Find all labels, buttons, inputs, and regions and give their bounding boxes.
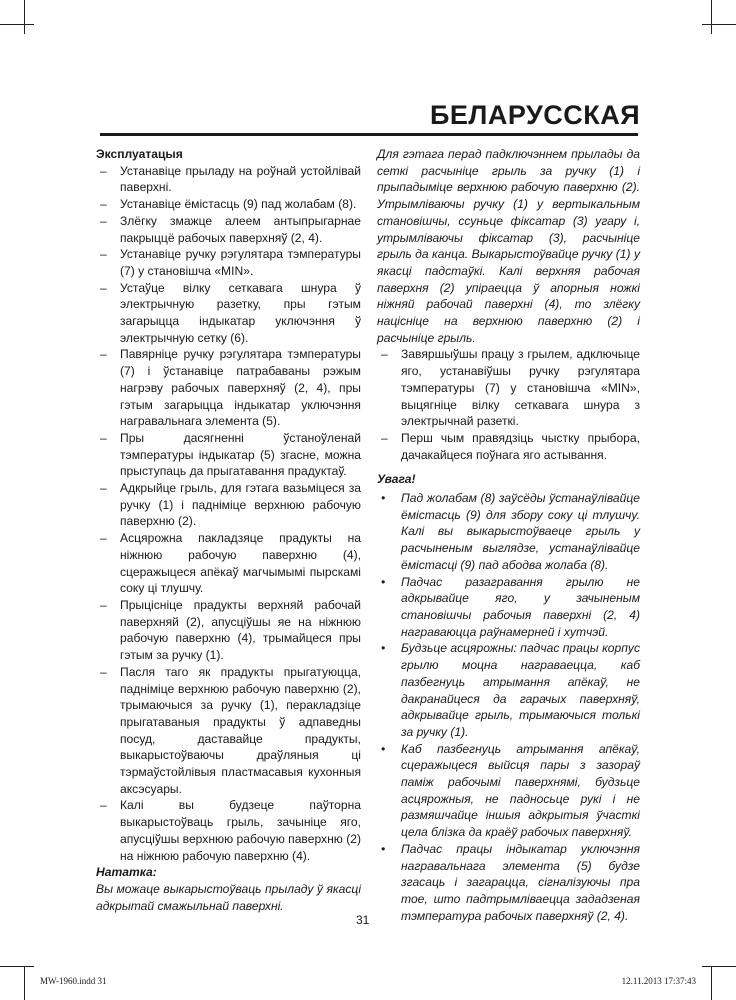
list-item-text: Прыцісніце прадукты верхняй рабочай паверхняй (2), апусціўшы яе на ніжнюю рабочую паверхню (4), трымайцеся пры гэтым за ручку (1). bbox=[120, 597, 361, 663]
section-heading: Эксплуатацыя bbox=[96, 147, 183, 161]
warning-item-text: Падчас разагравання грылю не адкрывайце яго, у зачыненым становішчы рабочыя паверхні (2, 4) награваюцца раўнамерней і хутчэй. bbox=[401, 574, 640, 639]
intro-paragraph: Для гэтага перад падключэннем прылады да сеткі расчыніце грыль за ручку (1) і прыпадыміце верхнюю рабочую паверхню (2). Утрымліваючы ручку (1) у вертыкальным становішчы, ссуньце фіксатар (3) угару і, утрымліваючы фіксатар (3), расчыніце грыль да канца. Выкарыстоўвайце ручку (1) у якасці падстаўкі. Калі верхняя рабочая паверхня (2) упіраецца ў апорныя ножкі ніжняй рабочай паверхні (4), то злёгку націсніце на верхнюю паверхню (2) і расчыніце грыль. bbox=[377, 147, 640, 345]
list-item bbox=[96, 346, 361, 430]
list-item-text: Павярніце ручку рэгулятара тэмпературы (7) і ўстанавіце патрабаваны рэжым нагрэву рабочых паверхняў (2, 4), пры гэтым загарыцца індыкатар уключэння награвальнага элемента (5). bbox=[120, 347, 361, 429]
dash-marker: – bbox=[100, 798, 107, 813]
list-item bbox=[96, 597, 361, 664]
bullet-marker: • bbox=[381, 574, 386, 589]
crop-mark bbox=[0, 966, 34, 967]
list-item bbox=[96, 530, 361, 597]
list-item-text: Завяршыўшы працу з грылем, адключыце яго, устанавіўшы ручку рэгулятара тэмпературы (7) у становішча «MIN», выцягніце вілку сеткавага шнура з электрычнай разеткі. bbox=[401, 347, 640, 429]
list-item-text: Устанавіце ёмістасць (9) пад жолабам (8). bbox=[120, 197, 357, 212]
crop-mark bbox=[24, 0, 25, 34]
warning-item-text: Пад жолабам (8) заўсёды ўстанаўлівайце ёмістасць (9) для збору соку ці тлушчу. Калі вы выкарыстоўваеце грыль у расчыненым выглядзе, устанаўлівайце ёмістасці (9) пад абодва жолаба (8). bbox=[401, 491, 640, 572]
left-column bbox=[96, 146, 361, 914]
crop-mark bbox=[702, 24, 736, 25]
list-item bbox=[96, 163, 361, 196]
list-item-text: Асцярожна пакладзяце прадукты на ніжнюю рабочую паверхню (4), сцеражыцеся апёкаў магчымымі пырскамі соку ці тлушчу. bbox=[120, 531, 361, 596]
list-item-text: Калі вы будзеце паўторна выкарыстоўваць грыль, зачыніце яго, апусціўшы верхнюю рабочую паверхню (2) на ніжнюю рабочую паверхню (4). bbox=[120, 798, 361, 863]
list-item bbox=[96, 196, 361, 213]
list-item bbox=[96, 213, 361, 246]
warnings-list bbox=[377, 490, 640, 924]
bullet-marker: • bbox=[381, 841, 386, 856]
dash-marker: – bbox=[100, 531, 107, 546]
list-item-text: Адкрыйце грыль, для гэтага вазьміцеся за ручку (1) і падніміце верхнюю рабочую паверхню (2). bbox=[120, 481, 361, 529]
list-item-text: Пры дасягненні ўстаноўленай тэмпературы індыкатар (5) згасне, можна прыступаць да прыгатавання прадуктаў. bbox=[120, 430, 361, 479]
note-text: Вы можаце выкарыстоўваць прыладу ў якасці адкрытай смажыльнай паверхні. bbox=[96, 881, 361, 913]
dash-marker: – bbox=[100, 163, 107, 178]
note-heading: Нататка: bbox=[96, 865, 157, 880]
list-item-text: Перш чым правядзіць чыстку прыбора, дачакайцеся поўнага яго астывання. bbox=[401, 430, 640, 462]
dash-marker: – bbox=[381, 347, 388, 362]
bullet-marker: • bbox=[381, 641, 386, 656]
dash-marker: – bbox=[100, 597, 107, 612]
crop-mark bbox=[0, 24, 34, 25]
list-item-text: Пасля таго як прадукты прыгатуюцца, падніміце верхнюю рабочую паверхню (2), трымаючыся за ручку (1), перакладзіце прыгатаваныя прадукты ў адпаведны посуд, даставайце прадукты, выкарыстоўваючы драўляныя ці тэрмаўстойлівыя пластмасавыя кухонныя аксэсуары. bbox=[120, 664, 361, 796]
warning-item-text: Падчас працы індыкатар уключэння награвальнага элемента (5) будзе згасаць і загарацца, сігналізуючы пра тое, што падтрымліваецца зададзеная тэмпература рабочых паверхняў (2, 4). bbox=[401, 841, 640, 923]
list-item bbox=[96, 664, 361, 798]
page-number: 31 bbox=[356, 913, 370, 927]
operation-steps-list bbox=[96, 163, 361, 865]
list-item-text: Устанавіце прыладу на роўнай устойлівай паверхні. bbox=[120, 163, 361, 195]
list-item bbox=[377, 346, 640, 430]
footer-file-name: MW-1960.indd 31 bbox=[40, 976, 107, 986]
bullet-marker: • bbox=[381, 491, 386, 506]
warning-item bbox=[377, 490, 640, 574]
bullet-marker: • bbox=[381, 741, 386, 756]
shutdown-steps-list bbox=[377, 346, 640, 463]
dash-marker: – bbox=[100, 247, 107, 262]
warning-item bbox=[377, 640, 640, 740]
warning-item-text: Каб пазбегнуць атрымання апёкаў, сцеражыцеся выйсця пары з зазораў паміж рабочымі паверхнямі, будзьце асцярожныя, не падносьце рукі і не размяшчайце іншыя адкрытыя ўчасткі цела блізка да краёў рабочых паверхняў. bbox=[401, 741, 640, 840]
warning-item-text: Будзьце асцярожны: падчас працы корпус грылю моцна награваецца, каб пазбегнуць атрымання апёкаў, не дакранайцеся да гарачых паверхняў, адкрывайце грыль, трымаючыся толькі за ручку (1). bbox=[401, 641, 640, 739]
warning-heading: Увага! bbox=[377, 472, 416, 487]
list-item bbox=[96, 480, 361, 530]
warning-item bbox=[377, 574, 640, 641]
dash-marker: – bbox=[100, 347, 107, 362]
dash-marker: – bbox=[100, 213, 107, 228]
list-item-text: Устанавіце ручку рэгулятара тэмпературы (7) у становішча «MIN». bbox=[120, 247, 361, 278]
dash-marker: – bbox=[100, 280, 107, 295]
language-title: БЕЛАРУССКАЯ bbox=[430, 100, 641, 130]
right-column bbox=[377, 146, 640, 924]
list-item bbox=[96, 246, 361, 279]
title-rule bbox=[100, 133, 638, 136]
dash-marker: – bbox=[381, 430, 388, 445]
crop-mark bbox=[702, 966, 736, 967]
list-item-text: Злёгку змажце алеем антыпрыгарнае пакрыццё рабочых паверхняў (2, 4). bbox=[120, 213, 361, 245]
list-item bbox=[96, 280, 361, 347]
crop-mark bbox=[24, 966, 25, 1000]
list-item bbox=[377, 430, 640, 463]
warning-item bbox=[377, 841, 640, 925]
list-item bbox=[96, 430, 361, 480]
footer-print-stamp: 12.11.2013 17:37:43 bbox=[621, 976, 696, 986]
dash-marker: – bbox=[100, 481, 107, 496]
list-item-text: Устаўце вілку сеткавага шнура ў электрычную разетку, пры гэтым загарыцца індыкатар уключэння ў электрычную сетку (6). bbox=[120, 280, 361, 345]
crop-mark bbox=[711, 0, 712, 34]
dash-marker: – bbox=[100, 430, 107, 445]
crop-mark bbox=[711, 966, 712, 1000]
warning-item bbox=[377, 741, 640, 841]
dash-marker: – bbox=[100, 197, 107, 212]
dash-marker: – bbox=[100, 664, 107, 679]
list-item bbox=[96, 797, 361, 864]
